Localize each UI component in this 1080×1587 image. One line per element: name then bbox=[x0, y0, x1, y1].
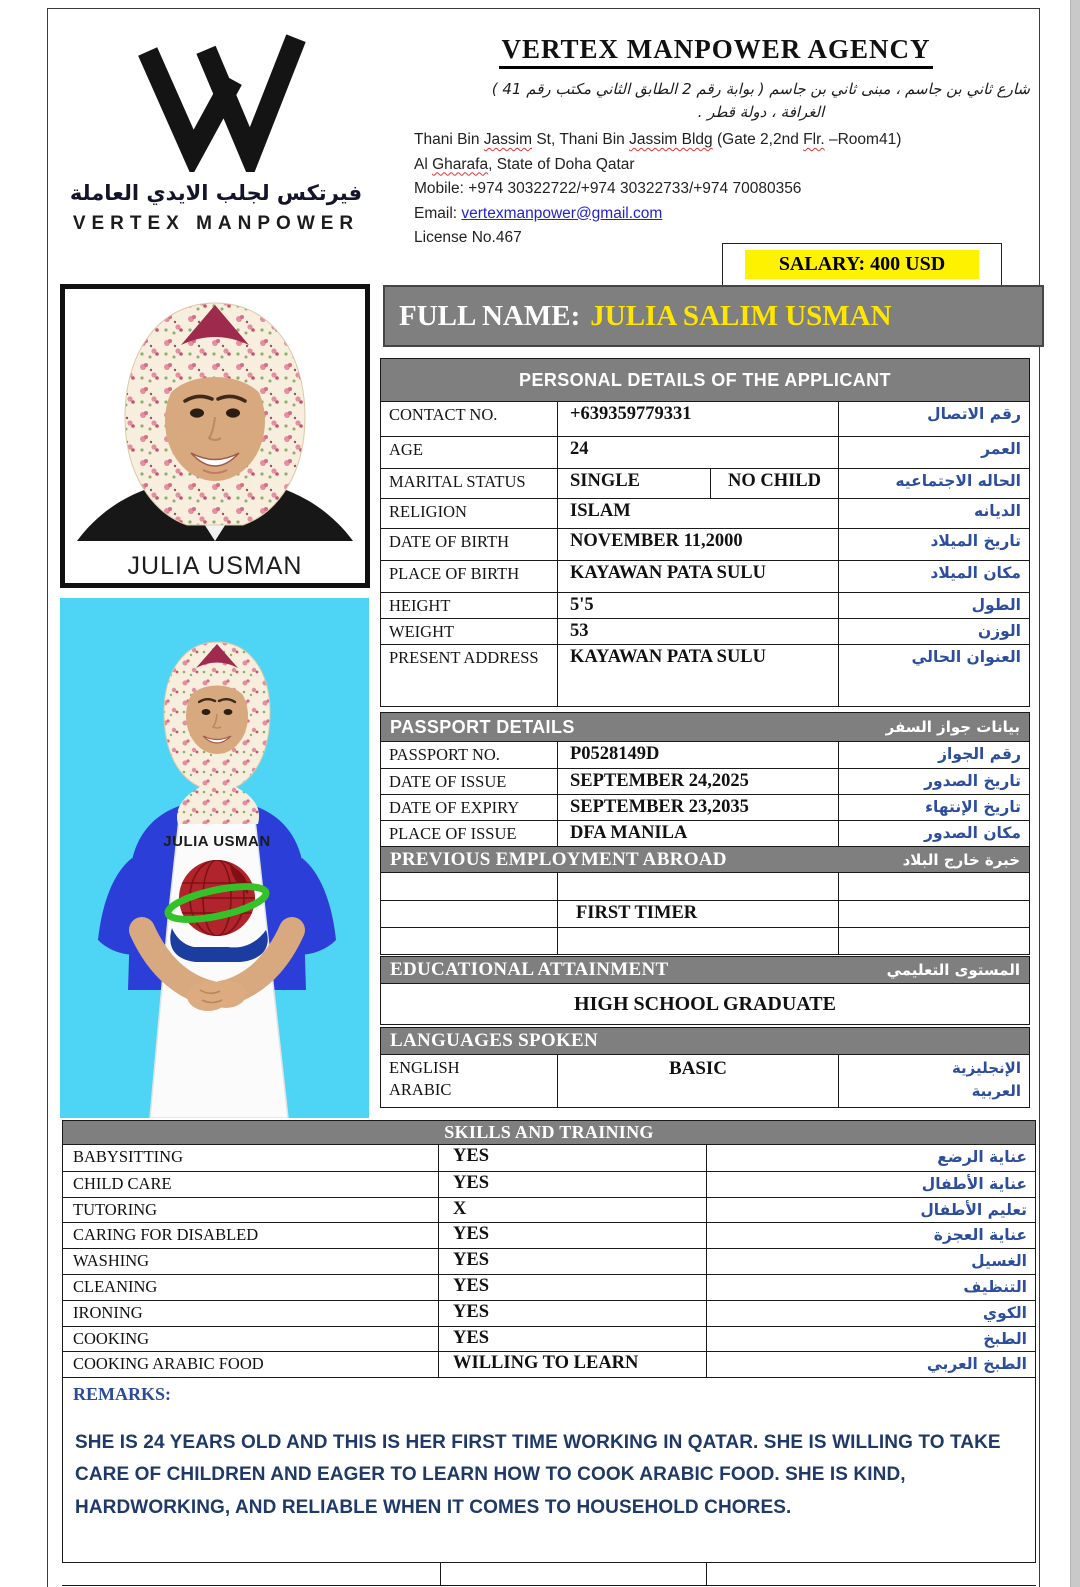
skill-value: YES bbox=[438, 1249, 707, 1274]
language-labels bbox=[381, 1055, 557, 1107]
address-line2: Al Gharafa, State of Doha Qatar bbox=[414, 155, 635, 173]
language-arabic: ARABIC bbox=[389, 1080, 452, 1099]
full-name-label: FULL NAME: bbox=[399, 299, 581, 332]
skill-label: WASHING bbox=[73, 1251, 150, 1271]
salary-box bbox=[722, 243, 1002, 286]
skill-arabic: الطبخ bbox=[983, 1329, 1027, 1348]
skill-row bbox=[63, 1145, 1035, 1171]
first-timer-value: FIRST TIMER bbox=[557, 901, 839, 927]
skill-arabic: عناية الأطفال bbox=[921, 1174, 1027, 1193]
skill-arabic: الكوي bbox=[982, 1303, 1027, 1322]
skills-header bbox=[62, 1120, 1036, 1145]
skill-value: YES bbox=[438, 1145, 707, 1171]
row-arabic: مكان الميلاد bbox=[930, 564, 1021, 582]
table-row bbox=[381, 468, 1029, 498]
skill-arabic: عناية الرضع bbox=[937, 1148, 1027, 1166]
skill-row bbox=[63, 1351, 1035, 1377]
vertex-logo-icon bbox=[116, 26, 316, 172]
skill-label: IRONING bbox=[73, 1302, 143, 1322]
skill-value: YES bbox=[438, 1223, 707, 1248]
arabic-address-line1: شارع ثاني بن جاسم ، مبنى ثاني بن جاسم ( بوابة رقم 2 الطابق الثاني مكتب رقم 41 ) bbox=[491, 80, 1030, 98]
language-level: BASIC bbox=[557, 1055, 839, 1107]
language-english: ENGLISH bbox=[389, 1058, 460, 1077]
skill-value: YES bbox=[438, 1327, 707, 1352]
full-body-photo bbox=[60, 598, 369, 1118]
row-arabic: العنوان الحالي bbox=[911, 648, 1021, 666]
logo-brand-name: VERTEX MANPOWER bbox=[72, 213, 360, 234]
row-arabic: الوزن bbox=[977, 622, 1021, 640]
passport-details-table bbox=[380, 742, 1030, 847]
skill-value: YES bbox=[438, 1275, 707, 1300]
agency-info-block bbox=[402, 34, 1030, 247]
row-arabic: تاريخ الإنتهاء bbox=[925, 798, 1021, 816]
personal-details-table bbox=[380, 402, 1030, 707]
education-header bbox=[380, 956, 1030, 984]
skill-value: X bbox=[438, 1198, 707, 1223]
skill-label: TUTORING bbox=[73, 1199, 158, 1219]
table-row bbox=[381, 618, 1029, 644]
salary-label: SALARY: 400 USD bbox=[745, 250, 979, 279]
row-arabic: تاريخ الميلاد bbox=[930, 532, 1021, 550]
row-value: 24 bbox=[557, 437, 839, 468]
row-label: PLACE OF BIRTH bbox=[389, 564, 520, 583]
row-label: PASSPORT NO. bbox=[389, 745, 500, 764]
portrait-photo bbox=[60, 284, 370, 588]
full-body-illustration bbox=[60, 598, 369, 1118]
full-name-value: JULIA SALIM USMAN bbox=[590, 299, 892, 332]
section-title-arabic: خبرة خارج البلاد bbox=[902, 850, 1020, 869]
section-title: PERSONAL DETAILS OF THE APPLICANT bbox=[519, 369, 891, 390]
skill-row bbox=[63, 1171, 1035, 1197]
portrait-illustration bbox=[65, 289, 365, 541]
table-row bbox=[381, 794, 1029, 820]
education-value: HIGH SCHOOL GRADUATE bbox=[574, 992, 836, 1015]
row-value-split bbox=[557, 469, 839, 498]
table-row bbox=[381, 560, 1029, 592]
row-value: ISLAM bbox=[557, 499, 839, 528]
bottom-empty-row bbox=[62, 1563, 1036, 1586]
row-label: DATE OF EXPIRY bbox=[389, 798, 520, 817]
row-arabic: الحاله الاجتماعيه bbox=[895, 472, 1021, 490]
row-label: WEIGHT bbox=[389, 622, 455, 641]
skill-value: YES bbox=[438, 1172, 707, 1197]
full-name-bar bbox=[383, 285, 1044, 347]
skills-table bbox=[62, 1145, 1036, 1378]
skill-arabic: الغسيل bbox=[971, 1252, 1027, 1271]
skill-arabic: تعليم الأطفال bbox=[920, 1200, 1027, 1219]
row-value: KAYAWAN PATA SULU bbox=[557, 561, 839, 592]
skill-value: YES bbox=[438, 1301, 707, 1326]
agency-logo-block bbox=[55, 26, 377, 235]
row-value: +639359779331 bbox=[557, 402, 839, 436]
skill-row bbox=[63, 1197, 1035, 1223]
row-value: KAYAWAN PATA SULU bbox=[557, 645, 839, 706]
email-link[interactable]: vertexmanpower@gmail.com bbox=[461, 204, 663, 222]
row-arabic: الديانه bbox=[974, 502, 1021, 520]
table-row bbox=[381, 498, 1029, 528]
row-value: 5'5 bbox=[557, 593, 839, 618]
row-label: DATE OF BIRTH bbox=[389, 532, 510, 551]
previous-employment-header bbox=[380, 846, 1030, 873]
skill-arabic: الطبخ العربي bbox=[926, 1355, 1027, 1374]
row-label: CONTACT NO. bbox=[389, 405, 498, 424]
row-value: P0528149D bbox=[557, 742, 839, 768]
mobile-line: Mobile: +974 30322722/+974 30322733/+974 70080356 bbox=[414, 180, 802, 197]
scan-edge-strip bbox=[1070, 0, 1080, 1587]
skill-row bbox=[63, 1300, 1035, 1326]
languages-header bbox=[380, 1027, 1030, 1055]
previous-employment-table bbox=[380, 873, 1030, 955]
passport-details-header bbox=[380, 712, 1030, 742]
education-value-row bbox=[380, 984, 1030, 1025]
row-label: MARITAL STATUS bbox=[389, 472, 526, 491]
remarks-box bbox=[62, 1377, 1036, 1563]
row-label: PRESENT ADDRESS bbox=[389, 648, 539, 667]
skill-label: COOKING bbox=[73, 1328, 150, 1348]
row-label: RELIGION bbox=[389, 502, 467, 521]
row-value: SEPTEMBER 23,2035 bbox=[557, 795, 839, 820]
skill-label: BABYSITTING bbox=[73, 1147, 183, 1166]
children-value: NO CHILD bbox=[710, 469, 838, 498]
table-row bbox=[381, 742, 1029, 768]
section-title: LANGUAGES SPOKEN bbox=[390, 1030, 599, 1051]
section-title-arabic: بيانات جواز السفر bbox=[885, 718, 1020, 736]
skill-row bbox=[63, 1274, 1035, 1300]
section-title: PREVIOUS EMPLOYMENT ABROAD bbox=[390, 848, 727, 870]
portrait-caption: JULIA USMAN bbox=[127, 551, 303, 580]
remarks-label: REMARKS: bbox=[73, 1384, 171, 1404]
table-row bbox=[381, 820, 1029, 846]
table-row bbox=[381, 900, 1029, 927]
skill-value: WILLING TO LEARN bbox=[438, 1352, 707, 1377]
row-label: DATE OF ISSUE bbox=[389, 772, 507, 791]
row-arabic: تاريخ الصدور bbox=[924, 772, 1021, 790]
skill-label: CHILD CARE bbox=[73, 1173, 172, 1193]
row-value: NOVEMBER 11,2000 bbox=[557, 529, 839, 560]
skill-row bbox=[63, 1248, 1035, 1274]
row-value: SEPTEMBER 24,2025 bbox=[557, 769, 839, 794]
skill-label: CLEANING bbox=[73, 1276, 158, 1296]
apron-name-text: JULIA USMAN bbox=[163, 833, 271, 850]
skill-arabic: التنظيف bbox=[963, 1277, 1027, 1296]
license-line: License No.467 bbox=[414, 229, 522, 246]
table-row bbox=[381, 927, 1029, 954]
row-value: DFA MANILA bbox=[557, 821, 839, 846]
table-row bbox=[381, 592, 1029, 618]
remarks-text: SHE IS 24 YEARS OLD AND THIS IS HER FIRST TIME WORKING IN QATAR. SHE IS WILLING TO TAKE CARE OF CHILDREN AND EAGER TO LEARN HOW TO COOK ARABIC FOOD. SHE IS KIND, HARDWORKING, AND RELIABLE WHEN IT COMES TO HOUSEHOLD CHORES. bbox=[75, 1432, 1001, 1518]
table-row bbox=[381, 873, 1029, 900]
section-title: EDUCATIONAL ATTAINMENT bbox=[390, 959, 669, 980]
table-row bbox=[381, 768, 1029, 794]
row-arabic: رقم الاتصال bbox=[927, 405, 1021, 423]
personal-details-header bbox=[380, 358, 1030, 402]
table-row bbox=[381, 436, 1029, 468]
agency-arabic-address bbox=[402, 78, 1030, 125]
section-title: PASSPORT DETAILS bbox=[390, 716, 575, 737]
row-label: HEIGHT bbox=[389, 596, 451, 615]
email-label: Email: bbox=[414, 204, 462, 222]
logo-arabic-name: فيرتكس لجلب الايدي العاملة bbox=[69, 181, 363, 205]
section-title-arabic: المستوى التعليمي bbox=[886, 961, 1020, 979]
skill-arabic: عناية العجزة bbox=[933, 1226, 1027, 1245]
marital-status-value: SINGLE bbox=[570, 471, 640, 491]
agency-title: VERTEX MANPOWER AGENCY bbox=[402, 34, 1030, 69]
row-arabic: رقم الجواز bbox=[938, 745, 1021, 763]
skill-row bbox=[63, 1326, 1035, 1352]
skill-label: COOKING ARABIC FOOD bbox=[73, 1354, 264, 1374]
table-row bbox=[381, 402, 1029, 436]
table-row bbox=[381, 528, 1029, 560]
skill-label: CARING FOR DISABLED bbox=[73, 1225, 259, 1245]
address-line1: Thani Bin Jassim St, Thani Bin Jassim Bldg (Gate 2,2nd Flr. –Room41) bbox=[414, 131, 902, 148]
row-arabic: الطول bbox=[971, 596, 1021, 614]
languages-table bbox=[380, 1055, 1030, 1108]
row-label: PLACE OF ISSUE bbox=[389, 824, 517, 843]
email-line bbox=[402, 205, 1030, 223]
arabic-address-line2: الغرافة ، دولة قطر . bbox=[697, 103, 825, 122]
table-row bbox=[381, 644, 1029, 706]
row-arabic: العمر bbox=[981, 440, 1021, 458]
skill-row bbox=[63, 1222, 1035, 1248]
language-labels-arabic: الإنجليزية العربية bbox=[951, 1059, 1021, 1100]
section-title: SKILLS AND TRAINING bbox=[444, 1122, 654, 1142]
row-value: 53 bbox=[557, 619, 839, 644]
table-row bbox=[381, 1055, 1029, 1107]
row-arabic: مكان الصدور bbox=[924, 824, 1021, 842]
row-label: AGE bbox=[389, 440, 423, 459]
